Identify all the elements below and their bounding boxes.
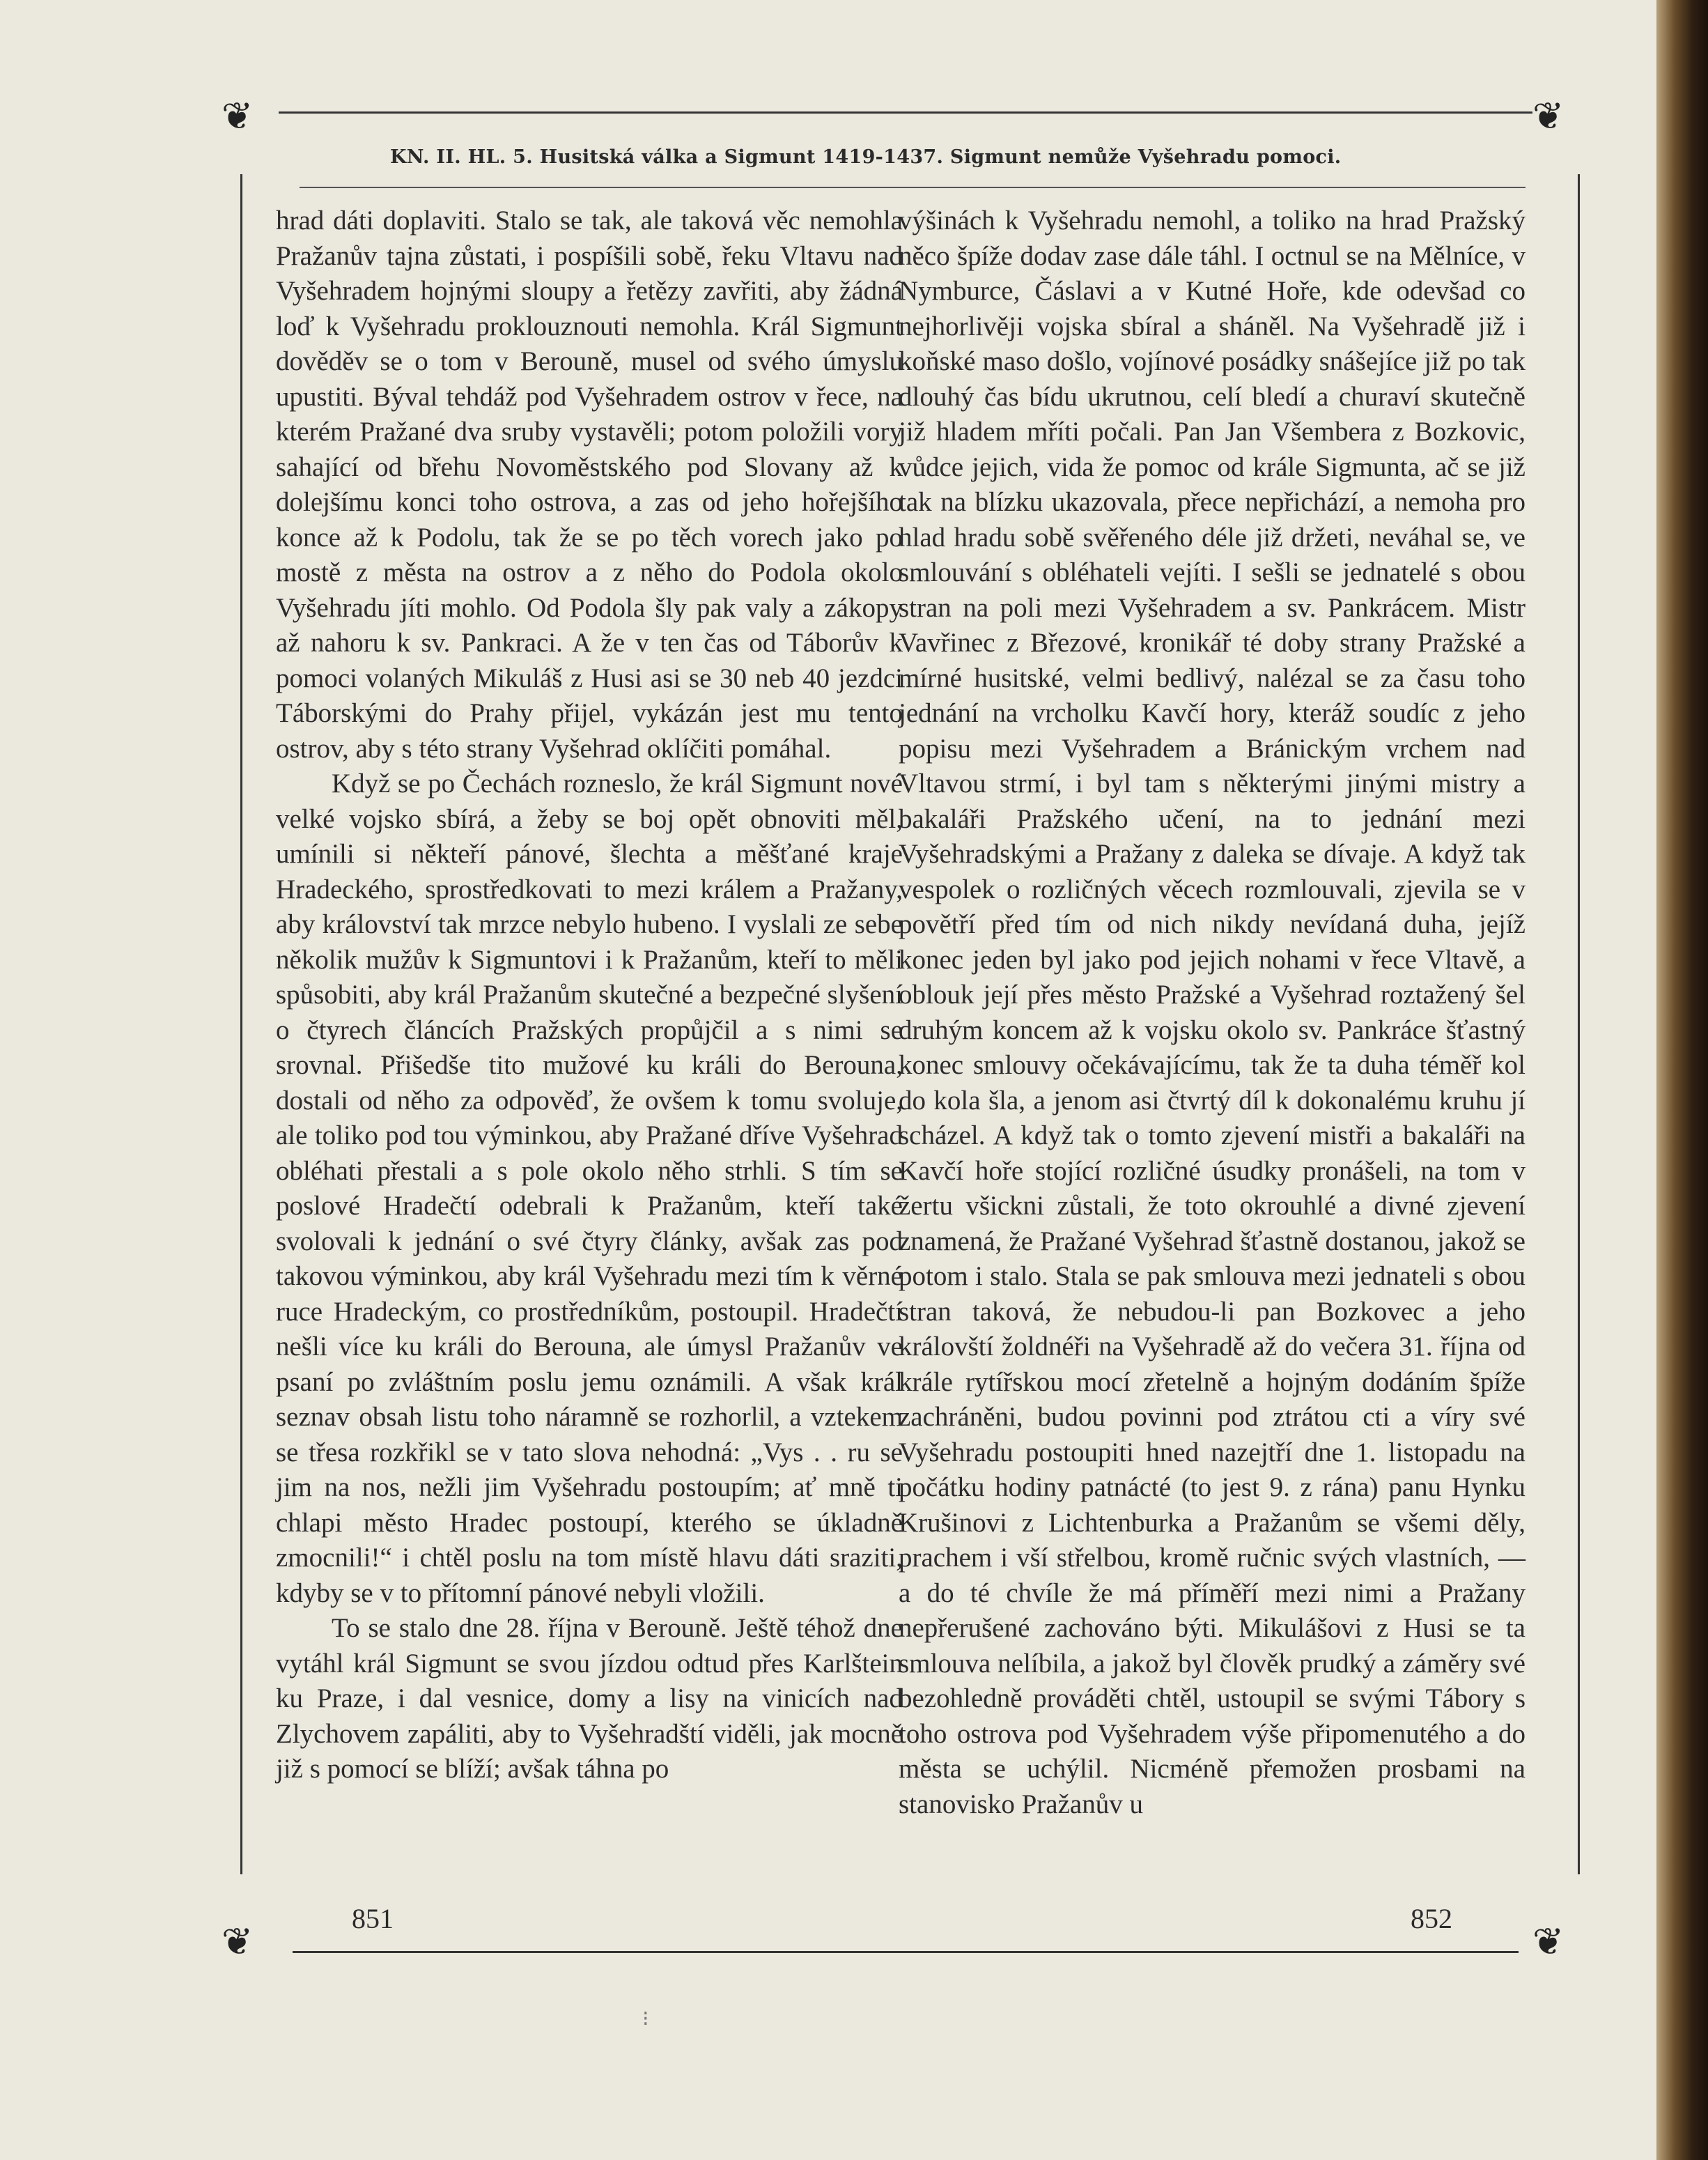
corner-ornament-bottom-right: ❦	[1532, 1920, 1565, 1964]
frame-right-rule	[1578, 174, 1580, 1874]
corner-ornament-top-left: ❦	[222, 94, 254, 138]
page-number-left: 851	[352, 1903, 394, 1934]
paragraph: To se stalo dne 28. října v Berouně. Ještě téhož dne vytáhl král Sigmunt se svou jízdou odtud přes Karlštein ku Praze, i dal vesnice, domy a lisy na vinicích nad Zlychovem zapáliti, aby to Vyšehradští viděli, jak mocně již s pomocí se blíží; avšak táhna po	[276, 1613, 903, 1784]
page-number-right: 852	[1411, 1903, 1452, 1934]
frame-left-rule	[240, 174, 242, 1874]
book-spine-shadow	[1656, 0, 1708, 2160]
running-header: KN. II. HL. 5. Husitská válka a Sigmunt 1419-1437. Sigmunt nemůže Vyšehradu pomoci.	[390, 146, 1342, 168]
frame-bottom-rule	[293, 1951, 1519, 1953]
scan-speck: ⁝	[642, 2007, 649, 2031]
corner-ornament-top-right: ❦	[1532, 94, 1565, 138]
frame-top-rule	[279, 111, 1532, 114]
corner-ornament-bottom-left: ❦	[222, 1920, 254, 1964]
paragraph: hrad dáti doplaviti. Stalo se tak, ale taková věc nemohla Pražanův tajna zůstati, i pospíšili sobě, řeku Vltavu nad Vyšehradem hojnými sloupy a řetězy zavřiti, aby žádná loď k Vyšehradu proklouznouti nemohla. Král Sigmunt dověděv se o tom v Berouně, musel od svého úmyslu upustiti. Býval tehdáž pod Vyšehradem ostrov v řece, na kterém Pražané dva sruby vystavěli; potom položili vory sahající od břehu Novoměstského pod Slovany až k dolejšímu konci toho ostrova, a zas od jeho hořejšího konce až k Podolu, tak že se po těch vorech jako po mostě z města na ostrov a z něho do Podola okolo Vyšehradu jíti mohlo. Od Podola šly pak valy a zákopy až nahoru k sv. Pankraci. A že v ten čas od Táborův k pomoci volaných Mikuláš z Husi asi se 30 neb 40 jezdci Táborskými do Prahy přijel, vykázán jest mu tento ostrov, aby s této strany Vyšehrad oklíčiti pomáhal.	[276, 206, 903, 764]
left-column	[276, 203, 903, 1787]
frame-top-inner-rule	[300, 187, 1525, 188]
paragraph: Když se po Čechách rozneslo, že král Sigmunt nové velké vojsko sbírá, a žeby se boj opět obnoviti měl, umínili si někteří pánové, šlechta a měšťané kraje Hradeckého, sprostředkovati to mezi králem a Pražany, aby království tak mrzce nebylo hubeno. I vyslali ze sebe několik mužův k Sigmuntovi i k Pražanům, kteří to měli spůsobiti, aby král Pražanům skutečné a bezpečné slyšení o čtyrech článcích Pražských propůjčil a s nimi se srovnal. Přišedše tito mužové ku králi do Berouna, dostali od něho za odpověď, že ovšem k tomu svoluje, ale toliko pod tou výminkou, aby Pražané dříve Vyšehrad obléhati přestali a s pole okolo něho strhli. S tím se poslové Hradečtí odebrali k Pražanům, kteří také svolovali k jednání o své čtyry články, avšak zas pod takovou výminkou, aby král Vyšehradu mezi tím k věrné ruce Hradeckým, co prostředníkům, postoupil. Hradečtí nešli více ku králi do Berouna, ale úmysl Pražanův ve psaní po zvláštním poslu jemu oznámili. A však král seznav obsah listu toho náramně se rozhorlil, a vztekem se třesa rozkřikl se v tato slova nehodná: „Vys . . ru se jim na nos, nežli jim Vyšehradu postoupím; ať mně ti chlapi město Hradec postoupí, kterého se úkladně zmocnili!“ i chtěl poslu na tom místě hlavu dáti sraziti, kdyby se v to přítomní pánové nebyli vložili.	[276, 769, 903, 1608]
right-column	[899, 203, 1525, 1822]
paragraph: výšinách k Vyšehradu nemohl, a toliko na hrad Pražský něco špíže dodav zase dále táhl. I octnul se na Mělníce, v Nymburce, Čáslavi a v Kutné Hoře, kde odevšad co nejhorlivěji vojska sbíral a sháněl. Na Vyšehradě již i koňské maso došlo, vojínové posádky snášejíce již po tak dlouhý čas bídu ukrutnou, celí bledí a churaví skutečně již hladem mříti počali. Pan Jan Všembera z Bozkovic, vůdce jejich, vida že pomoc od krále Sigmunta, ač se již tak na blízku ukazovala, přece nepřichází, a nemoha pro hlad hradu sobě svěřeného déle již držeti, neváhal se, ve smlouvání s obléhateli vejíti. I sešli se jednatelé s obou stran na poli mezi Vyšehradem a sv. Pankrácem. Mistr Vavřinec z Březové, kronikář té doby strany Pražské a mírné husitské, velmi bedlivý, nalézal se za času toho jednání na vrcholku Kavčí hory, kteráž soudíc z jeho popisu mezi Vyšehradem a Bránickým vrchem nad Vltavou strmí, i byl tam s některými jinými mistry a bakaláři Pražského učení, na to jednání mezi Vyšehradskými a Pražany z daleka se dívaje. A když tak vespolek o rozličných věcech rozmlouvali, zjevila se v povětří před tím od nich nikdy nevídaná duha, jejíž konec jeden byl jako pod jejich nohami v řece Vltavě, a oblouk její přes město Pražské a Vyšehrad roztažený šel druhým koncem až k vojsku okolo sv. Pankráce šťastný konec smlouvy očekávajícímu, tak že ta duha téměř kol do kola šla, a jenom asi čtvrtý díl k dokonalému kruhu jí scházel. A když tak o tomto zjevení mistři a bakaláři na Kavčí hoře stojící rozličné úsudky pronášeli, na tom v žertu všickni zůstali, že toto okrouhlé a divné zjevení znamená, že Pražané Vyšehrad šťastně dostanou, jakož se potom i stalo. Stala se pak smlouva mezi jednateli s obou stran taková, že nebudou-li pan Bozkovec a jeho královští žoldnéři na Vyšehradě až do večera 31. října od krále rytířskou mocí zřetelně a hojným dodáním špíže zachráněni, budou povinni pod ztrátou cti a víry své Vyšehradu postoupiti hned nazejtří dne 1. listopadu na počátku hodiny patnácté (to jest 9. z rána) panu Hynku Krušinovi z Lichtenburka a Pražanům se všemi děly, prachem i vší střelbou, kromě ručnic svých vlastních, — a do té chvíle že má příměří mezi nimi a Pražany nepřerušené zachováno býti. Mikulášovi z Husi se ta smlouva nelíbila, a jakož byl člověk prudký a záměry své bezohledně prováděti chtěl, ustoupil se svými Tábory s toho ostrova pod Vyšehradem výše připomenutého a do města se uchýlil. Nicméně přemožen prosbami na stanovisko Pražanův u	[899, 206, 1525, 1819]
